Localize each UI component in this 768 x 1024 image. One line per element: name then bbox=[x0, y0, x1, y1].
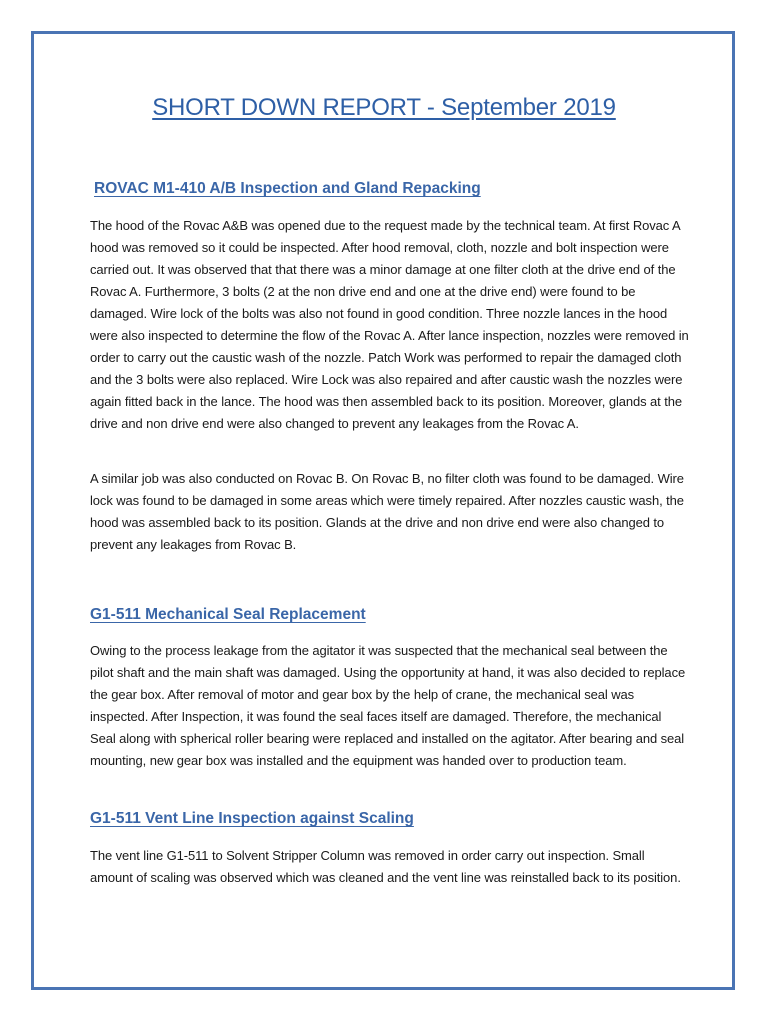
report-title: SHORT DOWN REPORT - September 2019 bbox=[152, 94, 616, 121]
paragraph-vent-line: The vent line G1-511 to Solvent Stripper Column was removed in order carry out inspection. Small amount of scaling was observed which was cleaned and the vent line was reinstalled back to its position. bbox=[90, 848, 681, 885]
paragraph-rovac-a: The hood of the Rovac A&B was opened due to the request made by the technical team. At first Rovac A hood was removed so it could be inspected. After hood removal, cloth, nozzle and bolt inspection were carried out. It was observed that that there was a minor damage at one filter cloth at the drive end of the Rovac A. Furthermore, 3 bolts (2 at the non drive end and one at the drive end) were found to be damaged. Wire lock of the bolts was also not found in good condition. Three nozzle lances in the hood were also inspected to determine the flow of the Rovac A. After lance inspection, nozzles were removed in order to carry out the caustic wash of the nozzle. Patch Work was performed to repair the damaged cloth and the 3 bolts were also replaced. Wire Lock was also repaired and after caustic wash the nozzles were again fitted back in the lance. The hood was then assembled back to its position. Moreover, glands at the drive and non drive end were also changed to prevent any leakages from the Rovac A. bbox=[90, 218, 689, 431]
section-vent-line bbox=[90, 810, 690, 828]
section-heading-rovac: ROVAC M1-410 A/B Inspection and Gland Repacking bbox=[94, 180, 481, 197]
section-rovac bbox=[90, 180, 690, 198]
section-vent-line-body bbox=[90, 845, 690, 889]
section-rovac-body bbox=[90, 215, 690, 435]
section-heading-mechanical-seal: G1-511 Mechanical Seal Replacement bbox=[90, 606, 366, 623]
paragraph-mechanical-seal: Owing to the process leakage from the agitator it was suspected that the mechanical seal between the pilot shaft and the main shaft was damaged. Using the opportunity at hand, it was also decided to replace the gear box. After removal of motor and gear box by the help of crane, the mechanical seal was inspected. After Inspection, it was found the seal faces itself are damaged. Therefore, the mechanical Seal along with spherical roller bearing were replaced and installed on the agitator. After bearing and seal mounting, new gear box was installed and the equipment was handed over to production team. bbox=[90, 643, 686, 768]
section-mechanical-seal-body bbox=[90, 640, 690, 772]
section-mechanical-seal bbox=[90, 606, 690, 624]
section-rovac-body-2 bbox=[90, 468, 690, 556]
section-heading-vent-line: G1-511 Vent Line Inspection against Scaling bbox=[90, 810, 414, 827]
paragraph-rovac-b: A similar job was also conducted on Rovac B. On Rovac B, no filter cloth was found to be damaged. Wire lock was found to be damaged in some areas which were timely repaired. After nozzles caustic wash, the hood was assembled back to its position. Glands at the drive and non drive end were also changed to prevent any leakages from Rovac B. bbox=[90, 471, 684, 552]
